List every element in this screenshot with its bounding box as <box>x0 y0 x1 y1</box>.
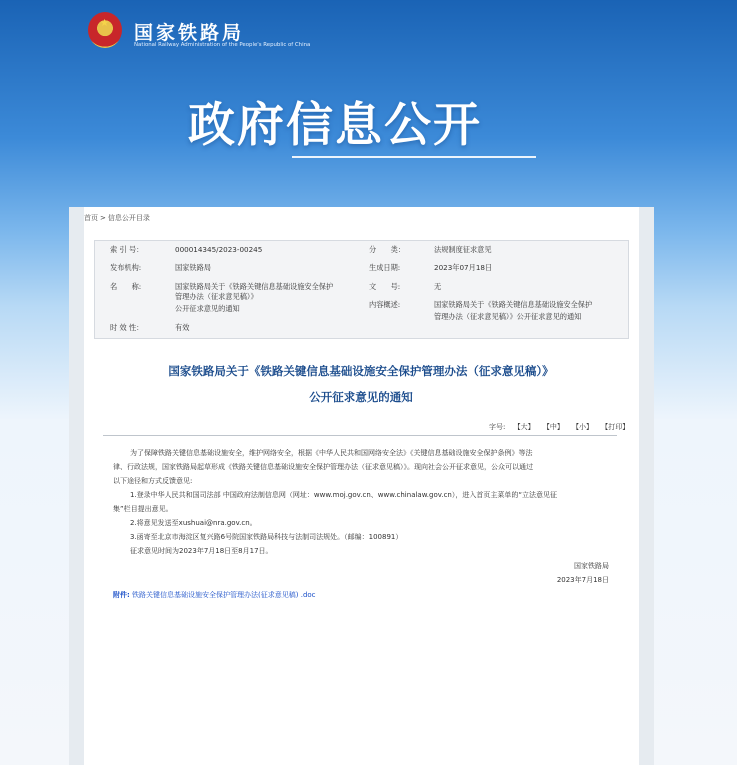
name-value-line2: 管理办法（征求意见稿）》 <box>175 292 258 301</box>
font-size-large-button[interactable]: 【大】 <box>513 423 535 431</box>
font-size-small-button[interactable]: 【小】 <box>572 423 594 431</box>
banner-underline <box>292 156 536 158</box>
paragraph-1-line1: 为了保障铁路关键信息基础设施安全，维护网络安全，根据《中华人民共和国网络安全法》《关键信息基础设施安全保护条例》等法 <box>130 449 533 457</box>
docno-label: 文 号: <box>369 282 401 291</box>
print-button[interactable]: 【打印】 <box>601 423 630 431</box>
publisher-value: 国家铁路局 <box>175 263 211 272</box>
breadcrumb-separator: > <box>100 214 106 222</box>
document-body <box>113 446 611 558</box>
title-divider <box>103 435 617 436</box>
summary-label: 内容概述: <box>369 300 401 309</box>
item-2: 2.将意见发送至xushuai@nra.gov.cn。 <box>130 519 257 527</box>
site-header <box>0 0 737 200</box>
date-label: 生成日期: <box>369 263 401 272</box>
org-english-name: National Railway Administration of the People's Republic of China <box>134 42 311 48</box>
validity-value: 有效 <box>175 323 190 332</box>
category-label: 分 类： <box>369 245 405 254</box>
font-size-medium-button[interactable]: 【中】 <box>542 423 564 431</box>
index-value: 000014345/2023-00245 <box>175 245 263 254</box>
paragraph-1-line3: 以下途径和方式反馈意见: <box>113 477 193 485</box>
summary-value-line2: 管理办法（征求意见稿）》公开征求意见的通知 <box>434 312 582 321</box>
metadata-table <box>94 240 629 339</box>
attachment-link[interactable]: 铁路关键信息基础设施安全保护管理办法(征求意见稿) .doc <box>132 591 316 599</box>
index-label: 索 引 号： <box>110 245 144 254</box>
breadcrumb-home[interactable]: 首页 <box>84 214 98 222</box>
breadcrumb <box>84 213 152 223</box>
attachment-label: 附件: <box>113 591 130 599</box>
name-value-line3: 公开征求意见的通知 <box>175 304 240 313</box>
item-1-line1: 1.登录中华人民共和国司法部 中国政府法制信息网（网址：www.moj.gov.cn、www.chinalaw.gov.cn），进入首页主菜单的“立法意见征 <box>130 491 557 499</box>
org-name[interactable]: 国家铁路局 <box>134 22 245 44</box>
docno-value: 无 <box>434 282 442 291</box>
star-icon: ★ <box>100 18 109 29</box>
category-value: 法规制度征求意见 <box>434 245 492 254</box>
attachment <box>113 590 316 600</box>
item-3: 3.函寄至北京市海淀区复兴路6号院国家铁路局科技与法制司法规处。（邮编：100891） <box>130 533 403 541</box>
breadcrumb-catalog[interactable]: 信息公开目录 <box>107 214 150 222</box>
name-value-line1: 国家铁路局关于《铁路关键信息基础设施安全保护 <box>175 282 334 291</box>
date-value: 2023年07月18日 <box>434 263 493 272</box>
font-size-label: 字号: <box>489 423 506 431</box>
item-1-line2: 集”栏目提出意见。 <box>113 505 173 513</box>
paragraph-1-line2: 律、行政法规，国家铁路局起草形成《铁路关键信息基础设施安全保护管理办法（征求意见稿）》。现向社会公开征求意见，公众可以通过 <box>113 463 533 471</box>
name-label: 名 称: <box>110 282 142 291</box>
summary-value-line1: 国家铁路局关于《铁路关键信息基础设施安全保护 <box>434 300 593 309</box>
document-title-line1: 国家铁路局关于《铁路关键信息基础设施安全保护管理办法（征求意见稿）》 <box>168 364 554 378</box>
publisher-label: 发布机构: <box>110 263 142 272</box>
signature-org: 国家铁路局 <box>574 562 609 570</box>
font-size-controls <box>489 422 629 432</box>
signature-date: 2023年7月18日 <box>556 576 609 584</box>
banner-title: 政府信息公开 <box>188 98 482 153</box>
validity-label: 时 效 性： <box>110 323 144 332</box>
document-title-line2: 公开征求意见的通知 <box>309 390 413 404</box>
deadline: 征求意见时间为2023年7月18日至8月17日。 <box>130 547 273 555</box>
